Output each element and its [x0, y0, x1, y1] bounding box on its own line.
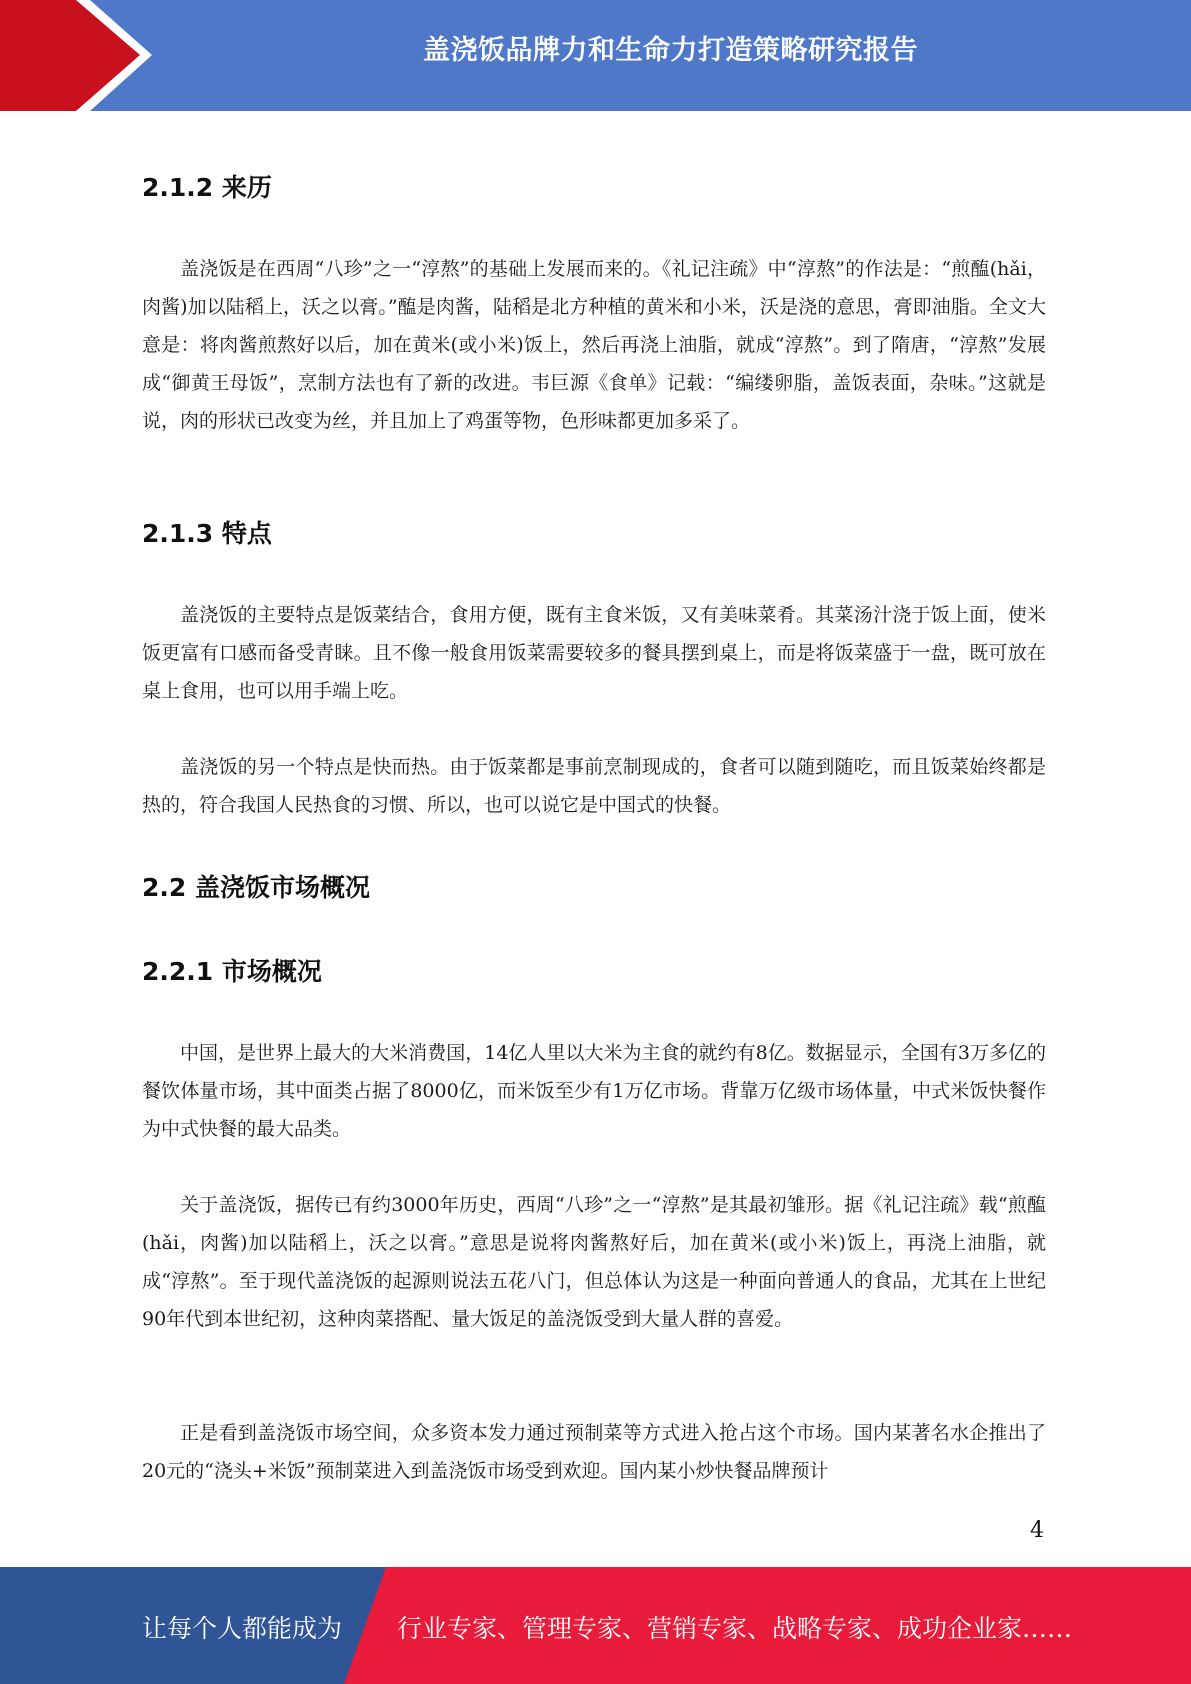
section-features-body-1	[142, 596, 1046, 710]
section-market-body-1	[142, 1034, 1046, 1148]
section-heading: 2.2.1 市场概况	[142, 957, 322, 986]
section-heading: 2.2 盖浇饭市场概况	[142, 873, 370, 902]
section-origin-body	[142, 250, 1046, 440]
section-market-body-3	[142, 1414, 1046, 1490]
section-features	[142, 516, 1046, 552]
paragraph: 盖浇饭的另一个特点是快而热。由于饭菜都是事前烹制现成的，食者可以随到随吃，而且饭菜始终都是热的，符合我国人民热食的习惯、所以，也可以说它是中国式的快餐。	[142, 756, 1046, 816]
section-origin	[142, 170, 1046, 206]
paragraph: 盖浇饭是在西周“八珍”之一“淳熬”的基础上发展而来的。《礼记注疏》中“淳熬”的作法是：“煎醢(hǎi，肉酱)加以陆稻上，沃之以膏。”醢是肉酱，陆稻是北方种植的黄米和小米，沃是浇的意思，膏即油脂。全文大意是：将肉酱煎熬好以后，加在黄米(或小米)饭上，然后再浇上油脂，就成“淳熬”。到了隋唐，“淳熬”发展成“御黄王母饭”，烹制方法也有了新的改进。韦巨源《食单》记载：“编缕卵脂，盖饭表面，杂味。”这就是说，肉的形状已改变为丝，并且加上了鸡蛋等物，色形味都更加多采了。	[142, 258, 1046, 432]
paragraph: 盖浇饭的主要特点是饭菜结合，食用方便，既有主食米饭，又有美味菜肴。其菜汤汁浇于饭上面，使米饭更富有口感而备受青睐。且不像一般食用饭菜需要较多的餐具摆到桌上，而是将饭菜盛于一盘，既可放在桌上食用，也可以用手端上吃。	[142, 604, 1046, 702]
paragraph: 正是看到盖浇饭市场空间，众多资本发力通过预制菜等方式进入抢占这个市场。国内某著名水企推出了20元的“浇头+米饭”预制菜进入到盖浇饭市场受到欢迎。国内某小炒快餐品牌预计	[142, 1422, 1046, 1482]
section-market-overview	[142, 870, 1046, 906]
paragraph: 中国，是世界上最大的大米消费国，14亿人里以大米为主食的就约有8亿。数据显示，全国有3万多亿的餐饮体量市场，其中面类占据了8000亿，而米饭至少有1万亿市场。背靠万亿级市场体量，中式米饭快餐作为中式快餐的最大品类。	[142, 1042, 1046, 1140]
report-title: 盖浇饭品牌力和生命力打造策略研究报告	[423, 35, 918, 66]
page-footer	[0, 1567, 1191, 1684]
footer-slogan-right: 行业专家、管理专家、营销专家、战略专家、成功企业家……	[397, 1614, 1073, 1643]
footer-slogan-left: 让每个人都能成为	[142, 1614, 343, 1643]
page-number: 4	[1030, 1518, 1044, 1543]
section-heading: 2.1.3 特点	[142, 519, 272, 548]
section-features-body-2	[142, 748, 1046, 824]
section-market-summary	[142, 954, 1046, 990]
section-heading: 2.1.2 来历	[142, 173, 272, 202]
page-header	[0, 0, 1191, 111]
section-market-body-2	[142, 1186, 1046, 1338]
paragraph: 关于盖浇饭，据传已有约3000年历史，西周“八珍”之一“淳熬”是其最初雏形。据《礼记注疏》载“煎醢(hǎi，肉酱)加以陆稻上，沃之以膏。”意思是说将肉酱熬好后，加在黄米(或小米)饭上，再浇上油脂，就成“淳熬”。至于现代盖浇饭的起源则说法五花八门，但总体认为这是一种面向普通人的食品，尤其在上世纪90年代到本世纪初，这种肉菜搭配、量大饭足的盖浇饭受到大量人群的喜爱。	[142, 1194, 1046, 1330]
header-arrow-icon	[0, 0, 140, 111]
